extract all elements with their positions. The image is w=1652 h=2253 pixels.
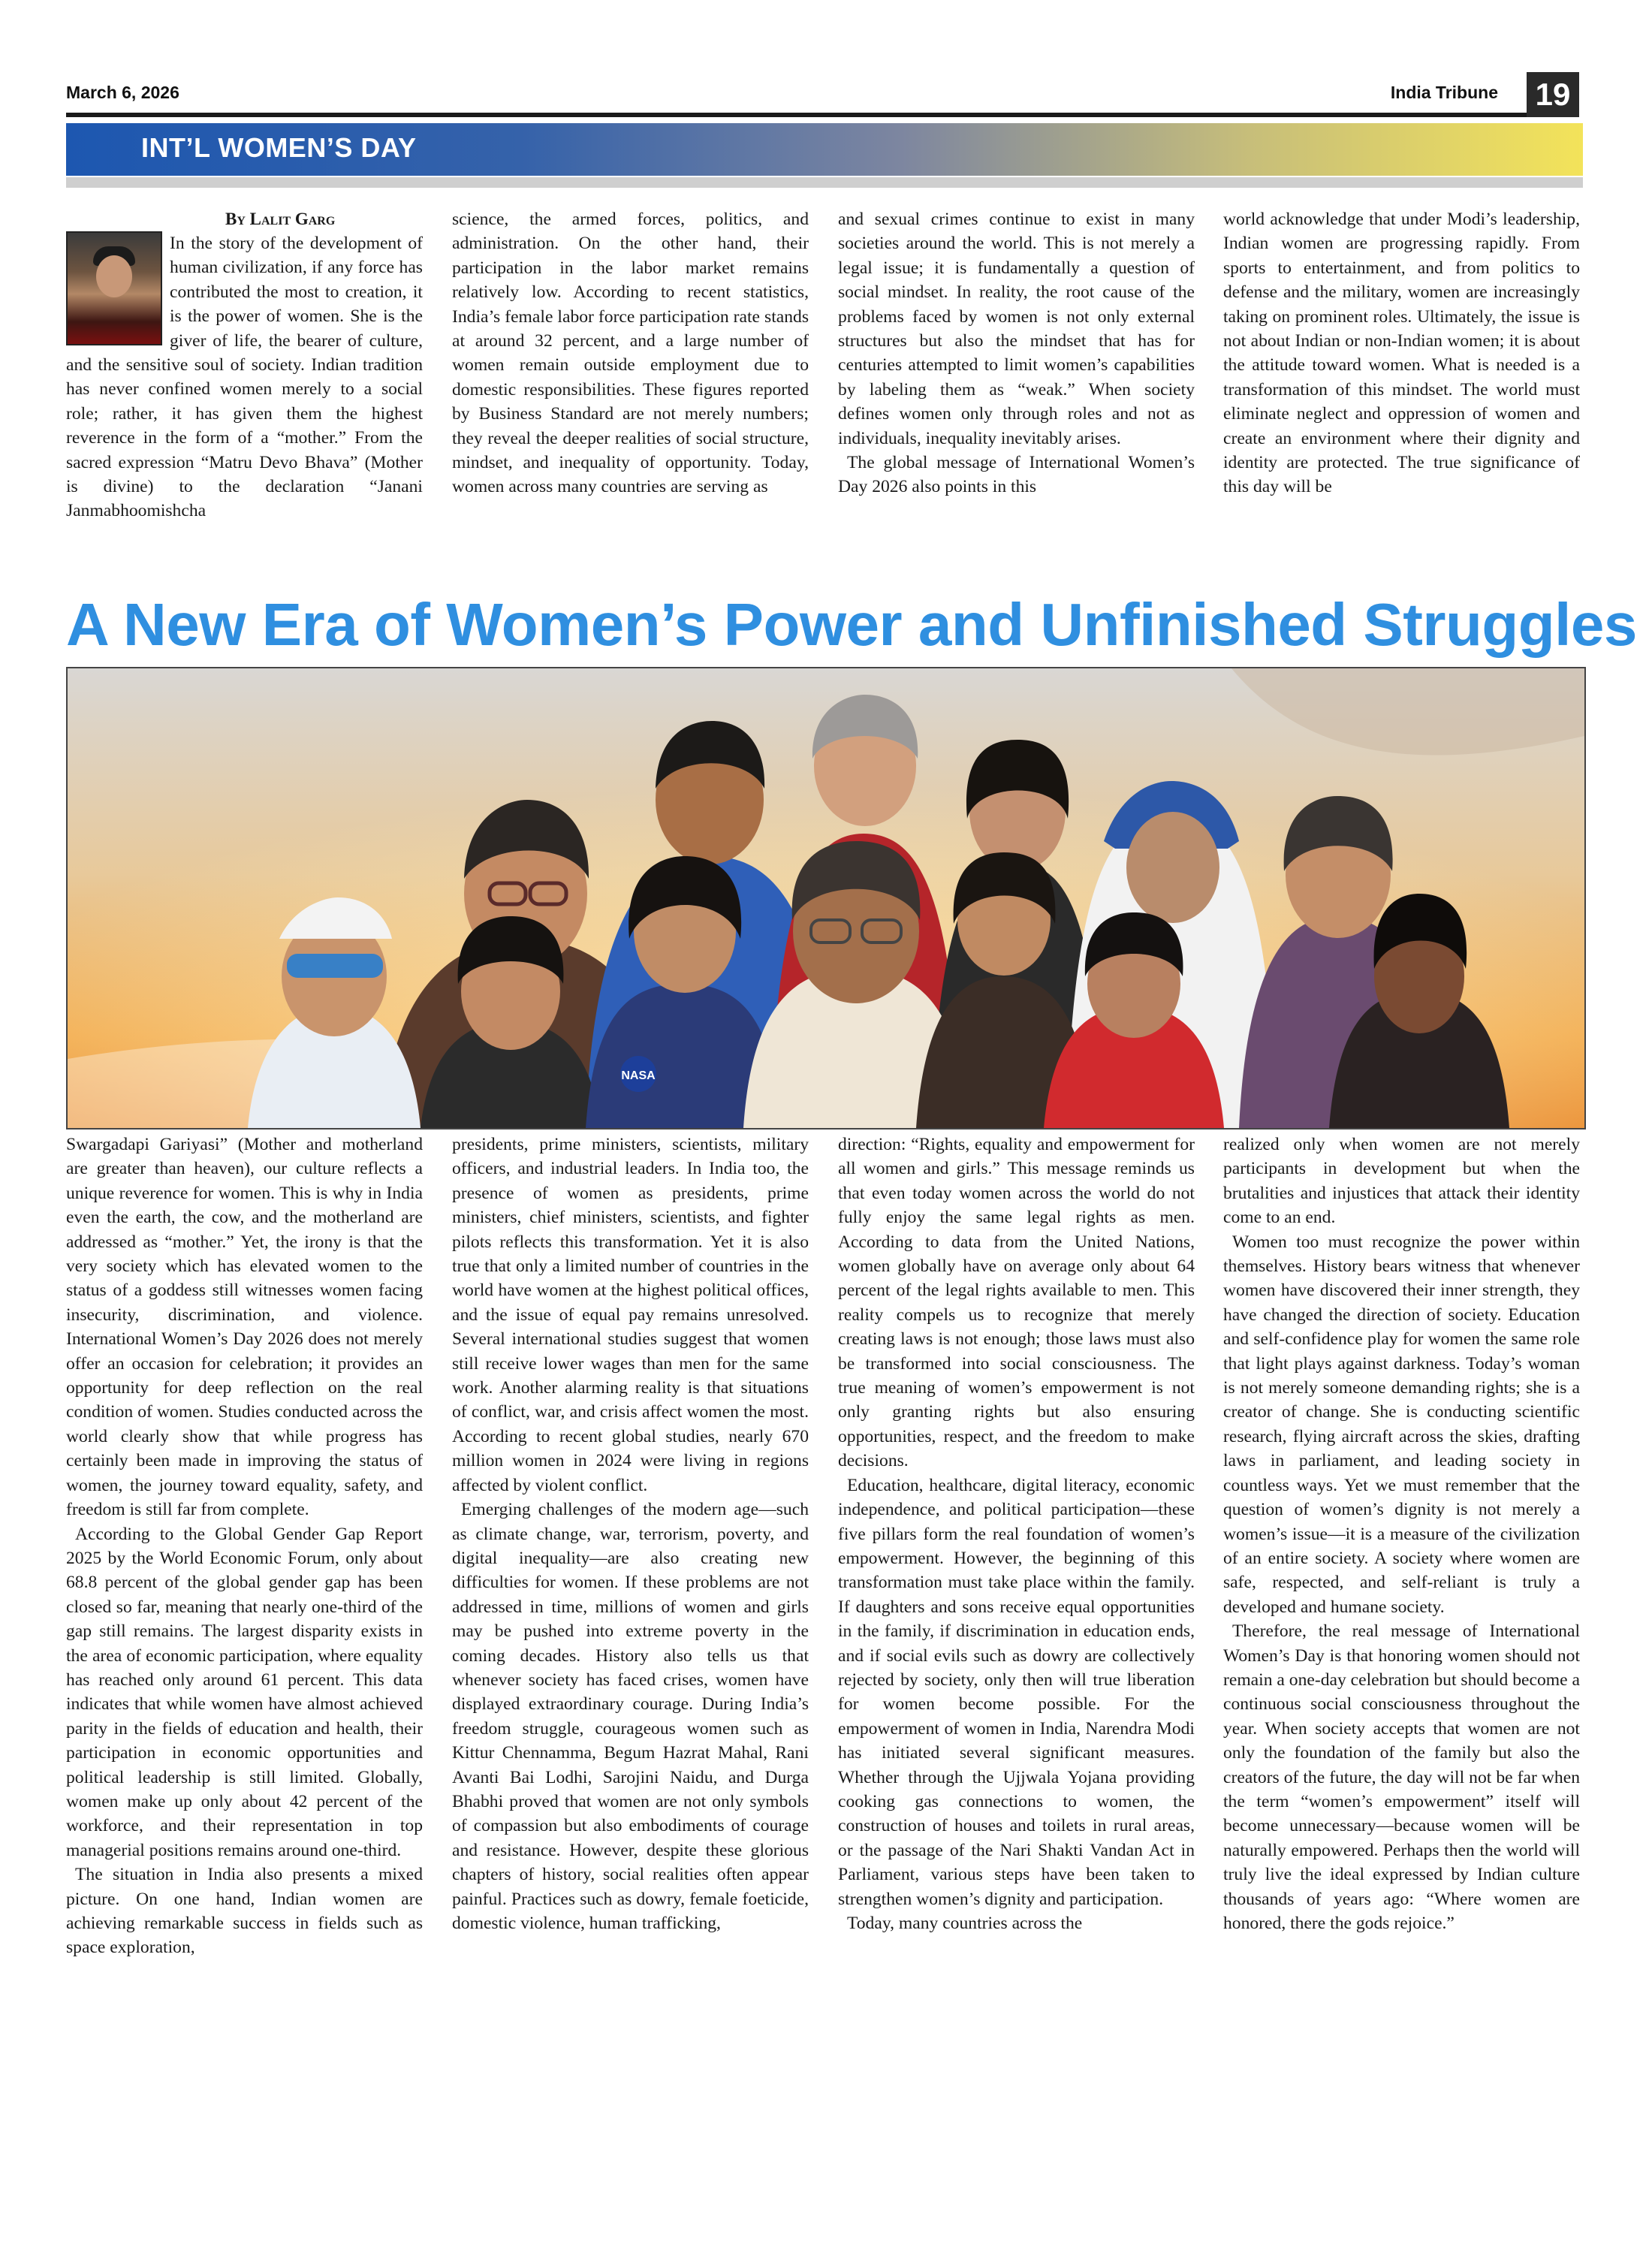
page-number: 19 [1527, 72, 1579, 117]
bot-col4-para1: realized only when women are not merely participants in development but when the brutalities and injustices that attack their identity come to an end. [1223, 1135, 1580, 1228]
author-photo [66, 231, 162, 345]
section-banner [66, 123, 1583, 176]
bottom-column-1 [66, 1133, 423, 2229]
bot-col3-para1: direction: “Rights, equality and empowerment for all women and girls.” This message reminds us that even today women across the world do not fully enjoy the same legal rights as men. According to data from the United Nations, women globally have on average only about 64 percent of the legal rights available to men. This reality compels us to recognize that merely creating laws is not enough; those laws must also be transformed into social consciousness. The true meaning of women’s empowerment is not only granting rights but also ensuring opportunities, respect, and the freedom to make decisions. [838, 1135, 1195, 1471]
top-column-1 [66, 207, 423, 583]
top-column-3 [838, 207, 1195, 583]
nasa-patch-text: NASA [621, 1069, 656, 1082]
top-col4-text: world acknowledge that under Modi’s leadership, Indian women are progressing rapidly. From sports to entertainment, and from politics to defense and the military, women are increasingly taking on prominent roles. Ultimately, the issue is not about Indian or non-Indian women; it is about the attitude toward women. What is needed is a transformation of this mindset. The world must eliminate neglect and oppression of women and create an environment where their dignity and identity are protected. The true significance of this day will be [1223, 210, 1580, 497]
top-col1-text: In the story of the development of human civilization, if any force has contributed the most to creation, it is the power of women. She is the giver of life, the bearer of culture, and the sensitive soul of society. Indian tradition has never confined women merely to a social role; rather, it has given them the highest reverence in the form of a “mother.” From the sacred expression “Matru Devo Bhava” (Mother is divine) to the declaration “Janani Janmabhoomishcha [66, 234, 423, 521]
banner-underline [66, 177, 1583, 188]
bot-col2-para1: presidents, prime ministers, scientists, military officers, and industrial leaders. In India too, the presence of women as presidents, prime ministers, chief ministers, scientists, and fighter pilots reflects this transformation. Yet it is also true that only a limited number of countries in the world have women at the highest political offices, and the issue of equal pay remains unresolved. Several international studies suggest that women still receive lower wages than men for the same work. Another alarming reality is that situations of conflict, war, and crisis affect women the most. According to recent global studies, nearly 670 million women in 2024 were living in regions affected by violent conflict. [452, 1135, 809, 1495]
header-rule [66, 113, 1527, 117]
byline: By Lalit Garg [225, 210, 336, 228]
section-title: INT’L WOMEN’S DAY [141, 132, 417, 163]
hero-collage-image [66, 667, 1586, 1130]
bot-col1-para3: The situation in India also presents a mixed picture. On one hand, Indian women are achieving remarkable success in fields such as space exploration, [66, 1865, 423, 1958]
bot-col2-para2: Emerging challenges of the modern age—such as climate change, war, terrorism, poverty, and digital inequality—are also creating new difficulties for women. If these problems are not addressed in time, millions of women and girls may be pushed into extreme poverty in the coming decades. History also tells us that whenever society has faced crises, women have displayed extraordinary courage. During India’s freedom struggle, courageous women such as Kittur Chennamma, Begum Hazrat Mahal, Rani Avanti Bai Lodhi, Sarojini Naidu, and Durga Bhabhi proved that women are not only symbols of compassion but also embodiments of courage and resistance. However, despite these glorious chapters of history, social realities often appear painful. Practices such as dowry, female foeticide, domestic violence, human trafficking, [452, 1500, 809, 1933]
bottom-column-4 [1223, 1133, 1580, 2229]
top-col2-text: science, the armed forces, politics, and administration. On the other hand, their participation in the labor market remains relatively low. According to recent statistics, India’s female labor force participation rate stands at around 32 percent, and a large number of women remain outside employment due to domestic responsibilities. These figures reported by Business Standard are not merely numbers; they reveal the deeper realities of social structure, mindset, and inequality of opportunity. Today, women across many countries are serving as [452, 210, 809, 497]
publication-name: India Tribune [1390, 83, 1498, 102]
bottom-column-2 [452, 1133, 809, 2229]
top-col3-para2: The global message of International Women’s Day 2026 also points in this [838, 453, 1195, 497]
bot-col3-para3: Today, many countries across the [847, 1914, 1083, 1933]
bot-col3-para2: Education, healthcare, digital literacy, economic independence, and political participation—these five pillars form the real foundation of women’s empowerment. However, the beginning of this transformation must take place within the family. If daughters and sons receive equal opportunities in the family, if discrimination in education ends, and if social evils such as dowry are collectively rejected by society, only then will true liberation for women become possible. For the empowerment of women in India, Narendra Modi has initiated several significant measures. Whether through the Ujjwala Yojana providing cooking gas connections to women, the construction of houses and toilets in rural areas, or the passage of the Nari Shakti Vandan Act in Parliament, various steps have been taken to strengthen women’s dignity and participation. [838, 1475, 1195, 1909]
top-column-2 [452, 207, 809, 583]
article-headline: A New Era of Women’s Power and Unfinished Struggles [66, 591, 1637, 658]
top-col3-para1: and sexual crimes continue to exist in many societies around the world. This is not merely a legal issue; it is fundamentally a question of social mindset. In reality, the root cause of the problems faced by women is not only external structures but also the mindset that has for centuries attempted to limit women’s capabilities by labeling them as “weak.” When society defines women only through roles and not as individuals, inequality inevitably arises. [838, 210, 1195, 448]
bottom-column-3 [838, 1133, 1195, 2229]
top-column-4 [1223, 207, 1580, 583]
bot-col4-para2: Women too must recognize the power within themselves. History bears witness that whenever women have discovered their inner strength, they have changed the direction of society. Education and self-confidence play for women the same role that light plays against darkness. Today’s woman is not merely someone demanding rights; she is a creator of change. She is conducting scientific research, flying aircraft across the skies, drafting laws in parliament, and leading society in countless ways. Yet we must remember that the question of women’s dignity is not merely a women’s issue—it is a measure of the civilization of an entire society. A society where women are safe, respected, and self-reliant is truly a developed and humane society. [1223, 1232, 1580, 1617]
issue-date: March 6, 2026 [66, 83, 179, 102]
bot-col1-para2: According to the Global Gender Gap Report 2025 by the World Economic Forum, only about 68.8 percent of the global gender gap has been closed so far, meaning that nearly one-third of the gap still remains. The largest disparity exists in the area of economic participation, where equality has reached only around 61 percent. This data indicates that while women have almost achieved parity in the fields of education and health, their participation in economic opportunities and political leadership is still limited. Globally, women make up only about 42 percent of the workforce, and their representation in top managerial positions remains around one-third. [66, 1524, 423, 1860]
bot-col4-para3: Therefore, the real message of International Women’s Day is that honoring women should not remain a one-day celebration but should become a continuous social consciousness throughout the year. When society accepts that women are not only the foundation of the family but also the creators of the future, the day will not be far when the term “women’s empowerment” itself will become unnecessary—because women will be naturally empowered. Perhaps then the world will truly live the ideal expressed by Indian culture thousands of years ago: “Where women are honored, there the gods rejoice.” [1223, 1621, 1580, 1933]
bot-col1-para1: Swargadapi Gariyasi” (Mother and motherland are greater than heaven), our culture reflects a unique reverence for women. This is why in India even the earth, the cow, and the motherland are addressed as “mother.” Yet, the irony is that the very society which has elevated women to the status of a goddess still witnesses women facing insecurity, discrimination, and violence. International Women’s Day 2026 does not merely offer an occasion for celebration; it provides an opportunity for deep reflection on the real condition of women. Studies conducted across the world clearly show that while progress has certainly been made in improving the status of women, the journey toward equality, safety, and freedom is still far from complete. [66, 1135, 423, 1520]
